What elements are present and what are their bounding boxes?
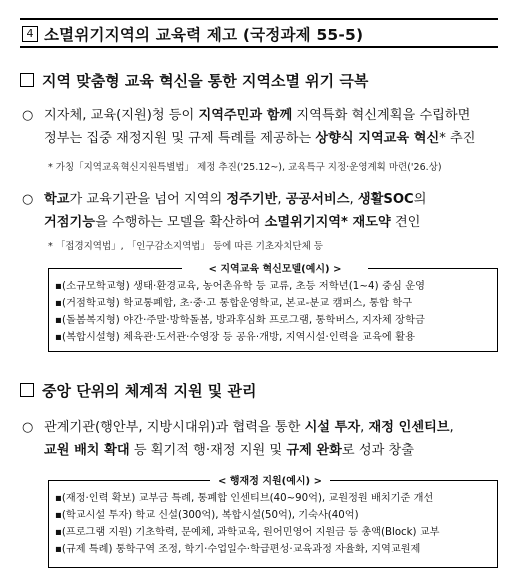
para2-line1: 학교가 교육기관을 넘어 지역의 정주기반, 공공서비스, 생활SOC의 (44, 192, 427, 207)
note-1: * 가칭「지역교육혁신지원특별법」 제정 추진('25.12~), 교육특구 지정·운영계획 마련('26.상) (48, 162, 442, 173)
box-row: ▪(재정·인력 확보) 교부금 특례, 통폐합 인센티브(40~90억), 교원정원 배치기준 개선 (55, 493, 434, 504)
para1-line1: 지자체, 교육(지원)청 등이 지역주민과 함께 지역특화 혁신계획을 수립하면 (44, 108, 471, 123)
circle-bullet-icon: ○ (22, 192, 34, 207)
section-title: 소멸위기지역의 교육력 제고 (국정과제 55-5) (44, 26, 364, 44)
paragraph-2 (22, 188, 498, 234)
paragraph-1 (22, 104, 498, 150)
section-number: 4 (22, 26, 38, 42)
para3-line2: 교원 배치 확대 등 획기적 행·재정 지원 및 규제 완화로 성과 창출 (44, 443, 415, 458)
subsection-title: 중앙 단위의 체계적 지원 및 관리 (42, 382, 257, 400)
box-row: ▪(소규모학교형) 생태·환경교육, 농어촌유학 등 교류, 초등 저학년(1~4) 중심 운영 (55, 281, 426, 292)
para2-line2: 거점기능을 수행하는 모델을 확산하여 소멸위기지역* 재도약 견인 (44, 215, 421, 230)
example-box-1 (48, 268, 498, 352)
para1-line2: 정부는 집중 재정지원 및 규제 특례를 제공하는 상향식 지역교육 혁신* 추진 (44, 131, 476, 146)
checkbox-square-icon (20, 73, 34, 87)
example-box-2 (48, 480, 498, 568)
subsection-title: 지역 맞춤형 교육 혁신을 통한 지역소멸 위기 극복 (42, 72, 369, 90)
checkbox-square-icon (20, 383, 34, 397)
para3-line1: 관계기관(행안부, 지방시대위)과 협력을 통한 시설 투자, 재정 인센티브, (44, 420, 454, 435)
subsection-heading-1 (20, 70, 368, 91)
circle-bullet-icon: ○ (22, 420, 34, 435)
box-row: ▪(학교시설 투자) 학교 신설(300억), 복합시설(50억), 기숙사(40억) (55, 510, 359, 521)
note-2: * 「접경지역법」, 「인구감소지역법」 등에 따른 기초자치단체 등 (48, 241, 323, 252)
subsection-heading-2 (20, 380, 256, 401)
box-title-2: < 행재정 지원(예시) > (218, 476, 322, 487)
paragraph-3 (22, 416, 498, 462)
circle-bullet-icon: ○ (22, 108, 34, 123)
box-row: ▪(규제 특례) 통학구역 조정, 학기·수업일수·학급편성·교육과정 자율화, 지역교원제 (55, 544, 421, 555)
box-title-1: < 지역교육 혁신모델(예시) > (208, 264, 342, 275)
box-row: ▪(거점학교형) 학교통폐합, 초·중·고 통합운영학교, 본교-분교 캠퍼스, 통합 학구 (55, 298, 413, 309)
section-header (20, 18, 498, 48)
box-row: ▪(복합시설형) 체육관·도서관·수영장 등 공유·개방, 지역시설·인력을 교육에 활용 (55, 332, 416, 343)
box-row: ▪(돌봄복지형) 야간·주말·방학돌봄, 방과후심화 프로그램, 통학버스, 지자체 장학금 (55, 315, 425, 326)
box-row: ▪(프로그램 지원) 기초학력, 문예체, 과학교육, 원어민영어 지원금 등 총액(Block) 교부 (55, 527, 440, 538)
